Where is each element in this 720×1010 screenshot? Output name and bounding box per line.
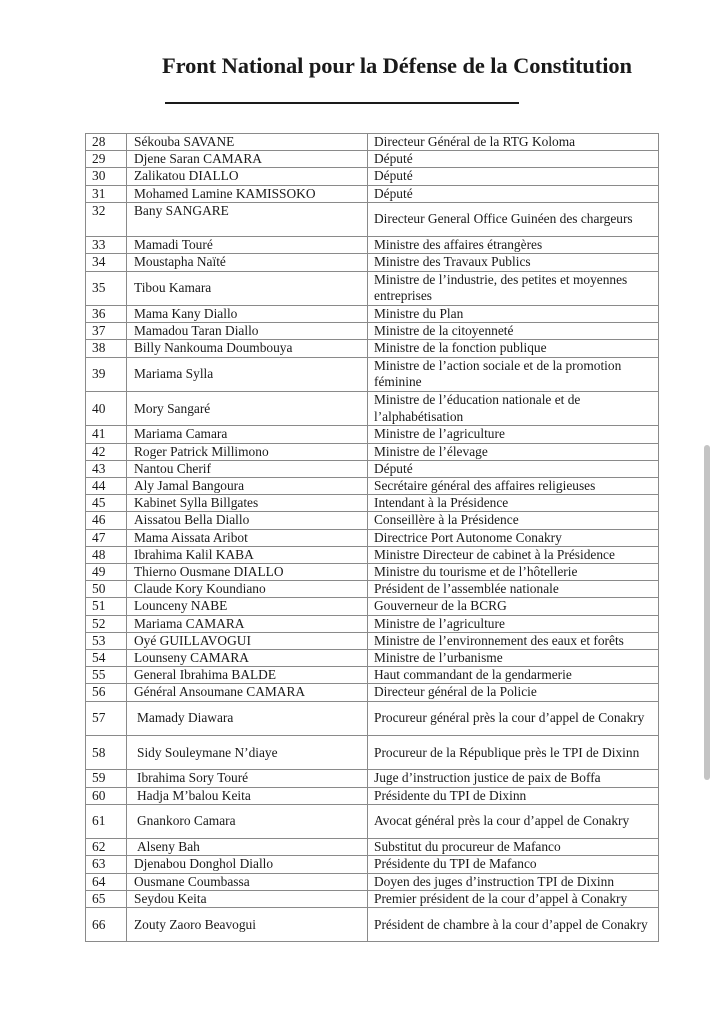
table-row [86, 546, 659, 563]
row-role: Président de l’assemblée nationale [368, 581, 659, 598]
row-role: Juge d’instruction justice de paix de Boffa [368, 770, 659, 787]
row-name: Roger Patrick Millimono [127, 443, 368, 460]
row-name: Thierno Ousmane DIALLO [127, 564, 368, 581]
row-role: Ministre de la citoyenneté [368, 323, 659, 340]
table-row [86, 736, 659, 770]
table-row [86, 392, 659, 426]
table-row [86, 650, 659, 667]
row-number: 57 [86, 701, 127, 735]
row-name: Billy Nankouma Doumbouya [127, 340, 368, 357]
table-row [86, 340, 659, 357]
row-number: 63 [86, 856, 127, 873]
row-role: Ministre de l’agriculture [368, 426, 659, 443]
row-number: 43 [86, 460, 127, 477]
row-number: 41 [86, 426, 127, 443]
row-number: 37 [86, 323, 127, 340]
row-name: Bany SANGARE [127, 202, 368, 236]
table-row [86, 770, 659, 787]
row-name: Mamadou Taran Diallo [127, 323, 368, 340]
row-number: 38 [86, 340, 127, 357]
row-number: 42 [86, 443, 127, 460]
row-role: Ministre du Plan [368, 306, 659, 323]
row-role: Ministre Directeur de cabinet à la Présidence [368, 546, 659, 563]
row-number: 29 [86, 151, 127, 168]
row-number: 48 [86, 546, 127, 563]
row-name: Moustapha Naïté [127, 254, 368, 271]
row-number: 61 [86, 804, 127, 838]
roster-table-body [86, 134, 659, 942]
row-name: Ibrahima Sory Touré [127, 770, 368, 787]
row-role: Député [368, 460, 659, 477]
row-role: Directeur Général de la RTG Koloma [368, 134, 659, 151]
row-role: Haut commandant de la gendarmerie [368, 667, 659, 684]
row-name: Mariama Sylla [127, 357, 368, 391]
table-row [86, 701, 659, 735]
row-name: Mamadi Touré [127, 237, 368, 254]
row-role: Secrétaire général des affaires religieuses [368, 478, 659, 495]
row-number: 30 [86, 168, 127, 185]
row-role: Président de chambre à la cour d’appel de Conakry [368, 908, 659, 942]
row-name: Djenabou Donghol Diallo [127, 856, 368, 873]
row-name: Kabinet Sylla Billgates [127, 495, 368, 512]
row-name: Ousmane Coumbassa [127, 873, 368, 890]
row-number: 59 [86, 770, 127, 787]
scrollbar-thumb[interactable] [704, 445, 710, 780]
row-number: 53 [86, 632, 127, 649]
table-row [86, 632, 659, 649]
table-row [86, 134, 659, 151]
row-name: Mohamed Lamine KAMISSOKO [127, 185, 368, 202]
row-role: Procureur de la République près le TPI de Dixinn [368, 736, 659, 770]
row-name: Mariama CAMARA [127, 615, 368, 632]
table-row [86, 237, 659, 254]
row-number: 40 [86, 392, 127, 426]
table-row [86, 529, 659, 546]
table-row [86, 185, 659, 202]
row-role: Gouverneur de la BCRG [368, 598, 659, 615]
row-name: Lounseny CAMARA [127, 650, 368, 667]
row-name: Djene Saran CAMARA [127, 151, 368, 168]
table-row [86, 839, 659, 856]
roster-table [85, 133, 659, 942]
row-role: Présidente du TPI de Mafanco [368, 856, 659, 873]
table-row [86, 254, 659, 271]
row-role: Premier président de la cour d’appel à Conakry [368, 890, 659, 907]
table-row [86, 615, 659, 632]
row-number: 35 [86, 271, 127, 305]
row-role: Ministre des Travaux Publics [368, 254, 659, 271]
row-number: 32 [86, 202, 127, 236]
row-role: Député [368, 185, 659, 202]
table-row [86, 306, 659, 323]
row-number: 54 [86, 650, 127, 667]
row-name: Gnankoro Camara [127, 804, 368, 838]
row-name: Sidy Souleymane N’diaye [127, 736, 368, 770]
table-row [86, 495, 659, 512]
row-name: Nantou Cherif [127, 460, 368, 477]
row-name: Mory Sangaré [127, 392, 368, 426]
table-row [86, 890, 659, 907]
row-number: 64 [86, 873, 127, 890]
row-number: 44 [86, 478, 127, 495]
row-number: 39 [86, 357, 127, 391]
row-name: Seydou Keita [127, 890, 368, 907]
row-role: Ministre de l’agriculture [368, 615, 659, 632]
row-number: 55 [86, 667, 127, 684]
row-role: Ministre de l’urbanisme [368, 650, 659, 667]
row-number: 46 [86, 512, 127, 529]
row-number: 33 [86, 237, 127, 254]
row-name: Ibrahima Kalil KABA [127, 546, 368, 563]
row-number: 36 [86, 306, 127, 323]
row-name: Mama Kany Diallo [127, 306, 368, 323]
table-row [86, 787, 659, 804]
table-row [86, 168, 659, 185]
table-row [86, 151, 659, 168]
table-row [86, 667, 659, 684]
row-role: Ministre de la fonction publique [368, 340, 659, 357]
table-row [86, 443, 659, 460]
row-role: Ministre de l’industrie, des petites et moyennes entreprises [368, 271, 659, 305]
row-name: Oyé GUILLAVOGUI [127, 632, 368, 649]
table-row [86, 323, 659, 340]
row-name: Mama Aissata Aribot [127, 529, 368, 546]
row-role: Directeur General Office Guinéen des chargeurs [368, 202, 659, 236]
table-row [86, 426, 659, 443]
row-number: 45 [86, 495, 127, 512]
row-role: Ministre de l’environnement des eaux et forêts [368, 632, 659, 649]
table-row [86, 856, 659, 873]
row-name: General Ibrahima BALDE [127, 667, 368, 684]
table-row [86, 478, 659, 495]
row-name: Général Ansoumane CAMARA [127, 684, 368, 701]
row-name: Tibou Kamara [127, 271, 368, 305]
row-number: 52 [86, 615, 127, 632]
row-role: Avocat général près la cour d’appel de Conakry [368, 804, 659, 838]
row-name: Mamady Diawara [127, 701, 368, 735]
row-role: Ministre de l’action sociale et de la promotion féminine [368, 357, 659, 391]
row-role: Conseillère à la Présidence [368, 512, 659, 529]
row-name: Sékouba SAVANE [127, 134, 368, 151]
table-row [86, 873, 659, 890]
table-row [86, 357, 659, 391]
row-number: 66 [86, 908, 127, 942]
row-number: 65 [86, 890, 127, 907]
row-role: Intendant à la Présidence [368, 495, 659, 512]
table-row [86, 581, 659, 598]
row-role: Ministre de l’élevage [368, 443, 659, 460]
table-row [86, 804, 659, 838]
row-number: 49 [86, 564, 127, 581]
row-name: Aly Jamal Bangoura [127, 478, 368, 495]
table-row [86, 564, 659, 581]
document-title: Front National pour la Défense de la Constitution [162, 53, 632, 78]
row-number: 56 [86, 684, 127, 701]
table-row [86, 598, 659, 615]
row-name: Alseny Bah [127, 839, 368, 856]
row-role: Ministre des affaires étrangères [368, 237, 659, 254]
row-role: Doyen des juges d’instruction TPI de Dixinn [368, 873, 659, 890]
table-row [86, 512, 659, 529]
row-number: 51 [86, 598, 127, 615]
row-number: 31 [86, 185, 127, 202]
table-row [86, 271, 659, 305]
row-role: Député [368, 151, 659, 168]
table-row [86, 202, 659, 236]
row-name: Lounceny NABE [127, 598, 368, 615]
row-number: 50 [86, 581, 127, 598]
table-row [86, 908, 659, 942]
row-name: Zouty Zaoro Beavogui [127, 908, 368, 942]
row-name: Mariama Camara [127, 426, 368, 443]
row-number: 28 [86, 134, 127, 151]
row-name: Aissatou Bella Diallo [127, 512, 368, 529]
row-role: Ministre de l’éducation nationale et de l’alphabétisation [368, 392, 659, 426]
row-role: Ministre du tourisme et de l’hôtellerie [368, 564, 659, 581]
row-role: Présidente du TPI de Dixinn [368, 787, 659, 804]
table-row [86, 684, 659, 701]
row-name: Claude Kory Koundiano [127, 581, 368, 598]
row-number: 34 [86, 254, 127, 271]
row-name: Zalikatou DIALLO [127, 168, 368, 185]
row-name: Hadja M’balou Keita [127, 787, 368, 804]
title-underline [165, 102, 519, 104]
row-role: Directeur général de la Policie [368, 684, 659, 701]
row-number: 58 [86, 736, 127, 770]
table-row [86, 460, 659, 477]
row-number: 62 [86, 839, 127, 856]
row-role: Député [368, 168, 659, 185]
row-role: Directrice Port Autonome Conakry [368, 529, 659, 546]
row-number: 47 [86, 529, 127, 546]
row-number: 60 [86, 787, 127, 804]
row-role: Substitut du procureur de Mafanco [368, 839, 659, 856]
row-role: Procureur général près la cour d’appel de Conakry [368, 701, 659, 735]
